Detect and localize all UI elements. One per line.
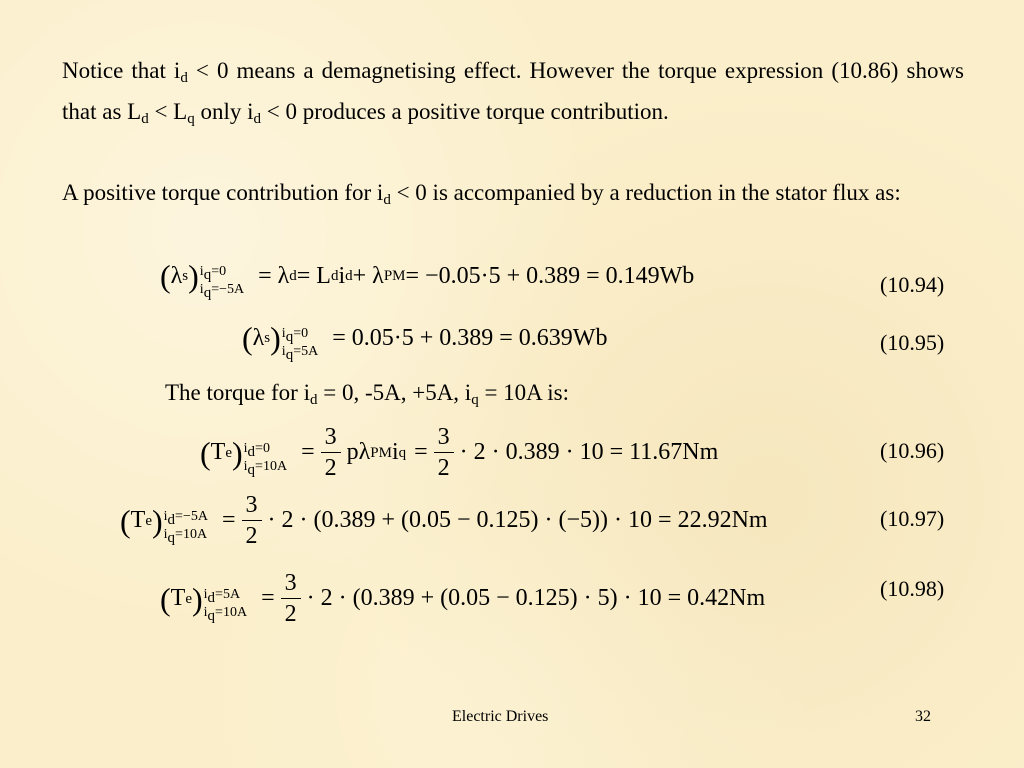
condition-1: $i_d=5A$	[203, 586, 241, 606]
equation-rhs: · 2 · (0.389 + (0.05 − 0.125) · 5) · 10 = 0.42Nm	[306, 585, 766, 611]
condition-1: $i_d=-5A$	[163, 508, 208, 528]
right-paren: )	[152, 502, 163, 539]
right-paren: )	[188, 258, 199, 294]
condition-2: $i_q=10A$	[203, 604, 248, 624]
equation-10-95: ( λ s ) $i_q=0$ $i_q=5A$ = 0.05·5 + 0.389 = 0.639Wb	[242, 320, 608, 363]
equation-number: (10.95)	[880, 330, 945, 355]
equation-conditions	[282, 325, 318, 361]
torque-intro-text: The torque for $i_d = 0$, -5A, +5A, $i_q = 10A$ is:	[165, 380, 569, 408]
equation-10-97: ( T e ) $i_d=-5A$ $i_q=10A$ = $\frac{3}{2}$ · 2 · (0.389 + (0.05 − 0.125) · (−5)) · 10 = 22.92Nm	[120, 492, 768, 549]
subscript: d	[383, 192, 391, 208]
equation-conditions	[244, 440, 287, 476]
left-paren: (	[200, 434, 211, 471]
condition-2: $i_q=10A$	[243, 458, 288, 478]
torque-symbol: T	[170, 585, 186, 611]
equation-number: (10.97)	[880, 506, 945, 531]
page-number: 32	[915, 708, 931, 725]
right-paren: )	[270, 320, 281, 356]
equation-10-98: ( T e ) $i_d=5A$ $i_q=10A$ = $\frac{3}{2}$ · 2 · (0.389 + (0.05 − 0.125) · 5) · 10 = 0.42Nm	[160, 570, 766, 627]
condition-2: $i_q=5A$	[281, 344, 319, 363]
fraction: $\frac{3}{2}$	[281, 568, 301, 629]
text-run: A positive torque contribution for i	[62, 180, 384, 205]
fraction: $\frac{3}{2}$	[242, 490, 262, 551]
equation-rhs: = λ	[258, 262, 290, 289]
text-run: < 0 is accompanied by a reduction in the stator flux as:	[390, 180, 901, 205]
equation-conditions	[200, 263, 244, 299]
equation-conditions	[204, 586, 247, 622]
paragraph-flux-reduction	[62, 172, 964, 213]
equation-rhs: = 0.05·5 + 0.389 = 0.639Wb	[332, 324, 608, 351]
torque-symbol: T	[210, 439, 226, 465]
left-paren: (	[160, 580, 171, 617]
text-run: < 0 means a demagnetising effect. However the torque expression (10.86) shows that as L	[62, 58, 965, 124]
subscript: d	[253, 111, 262, 127]
subscript: d	[180, 70, 188, 86]
condition-1: $i_q=0$	[199, 264, 227, 283]
equation-number: (10.94)	[880, 272, 945, 297]
equation-conditions	[164, 508, 208, 544]
subscript: q	[187, 111, 195, 127]
footer-title: Electric Drives	[452, 708, 549, 725]
text-run: only i	[194, 99, 254, 124]
left-paren: (	[242, 320, 253, 356]
equation-10-96: ( T e ) $i_d=0$ $i_q=10A$ = $\frac{3}{2}$ pλ PM i q = $\frac{3}{2}$ · 2 · 0.389 · 10 = 11.67Nm	[200, 424, 719, 481]
text-run: Notice that i	[62, 58, 181, 83]
fraction: $\frac{3}{2}$	[434, 422, 454, 483]
equation-number: (10.96)	[880, 438, 945, 463]
torque-symbol: T	[130, 507, 146, 533]
condition-2: $i_q=10A$	[163, 526, 208, 546]
condition-1: $i_d=0$	[243, 440, 270, 460]
condition-1: $i_q=0$	[281, 326, 309, 345]
equation-10-94: ( λ s ) $i_q=0$ $i_q=-5A$ = λ d = L d i d + λ PM = −0.05·5 + 0.389 = 0.149Wb	[160, 258, 695, 301]
left-paren: (	[160, 258, 171, 294]
equation-number: (10.98)	[880, 576, 945, 601]
equation-rhs: · 2 · (0.389 + (0.05 − 0.125) · (−5)) · 10 = 22.92Nm	[267, 507, 768, 533]
fraction: $\frac{3}{2}$	[321, 422, 341, 483]
left-paren: (	[120, 502, 131, 539]
equation-rhs: · 2 · 0.389 · 10 = 11.67Nm	[459, 439, 719, 465]
lambda-symbol: λ	[252, 324, 265, 351]
right-paren: )	[232, 434, 243, 471]
subscript: d	[141, 111, 149, 127]
condition-2: $i_q=-5A$	[199, 282, 245, 301]
right-paren: )	[192, 580, 203, 617]
text-run: < L	[148, 99, 188, 124]
paragraph-demagnetising	[62, 50, 964, 132]
lambda-symbol: λ	[170, 262, 183, 289]
text-run: < 0 produces a positive torque contribution.	[261, 99, 669, 124]
